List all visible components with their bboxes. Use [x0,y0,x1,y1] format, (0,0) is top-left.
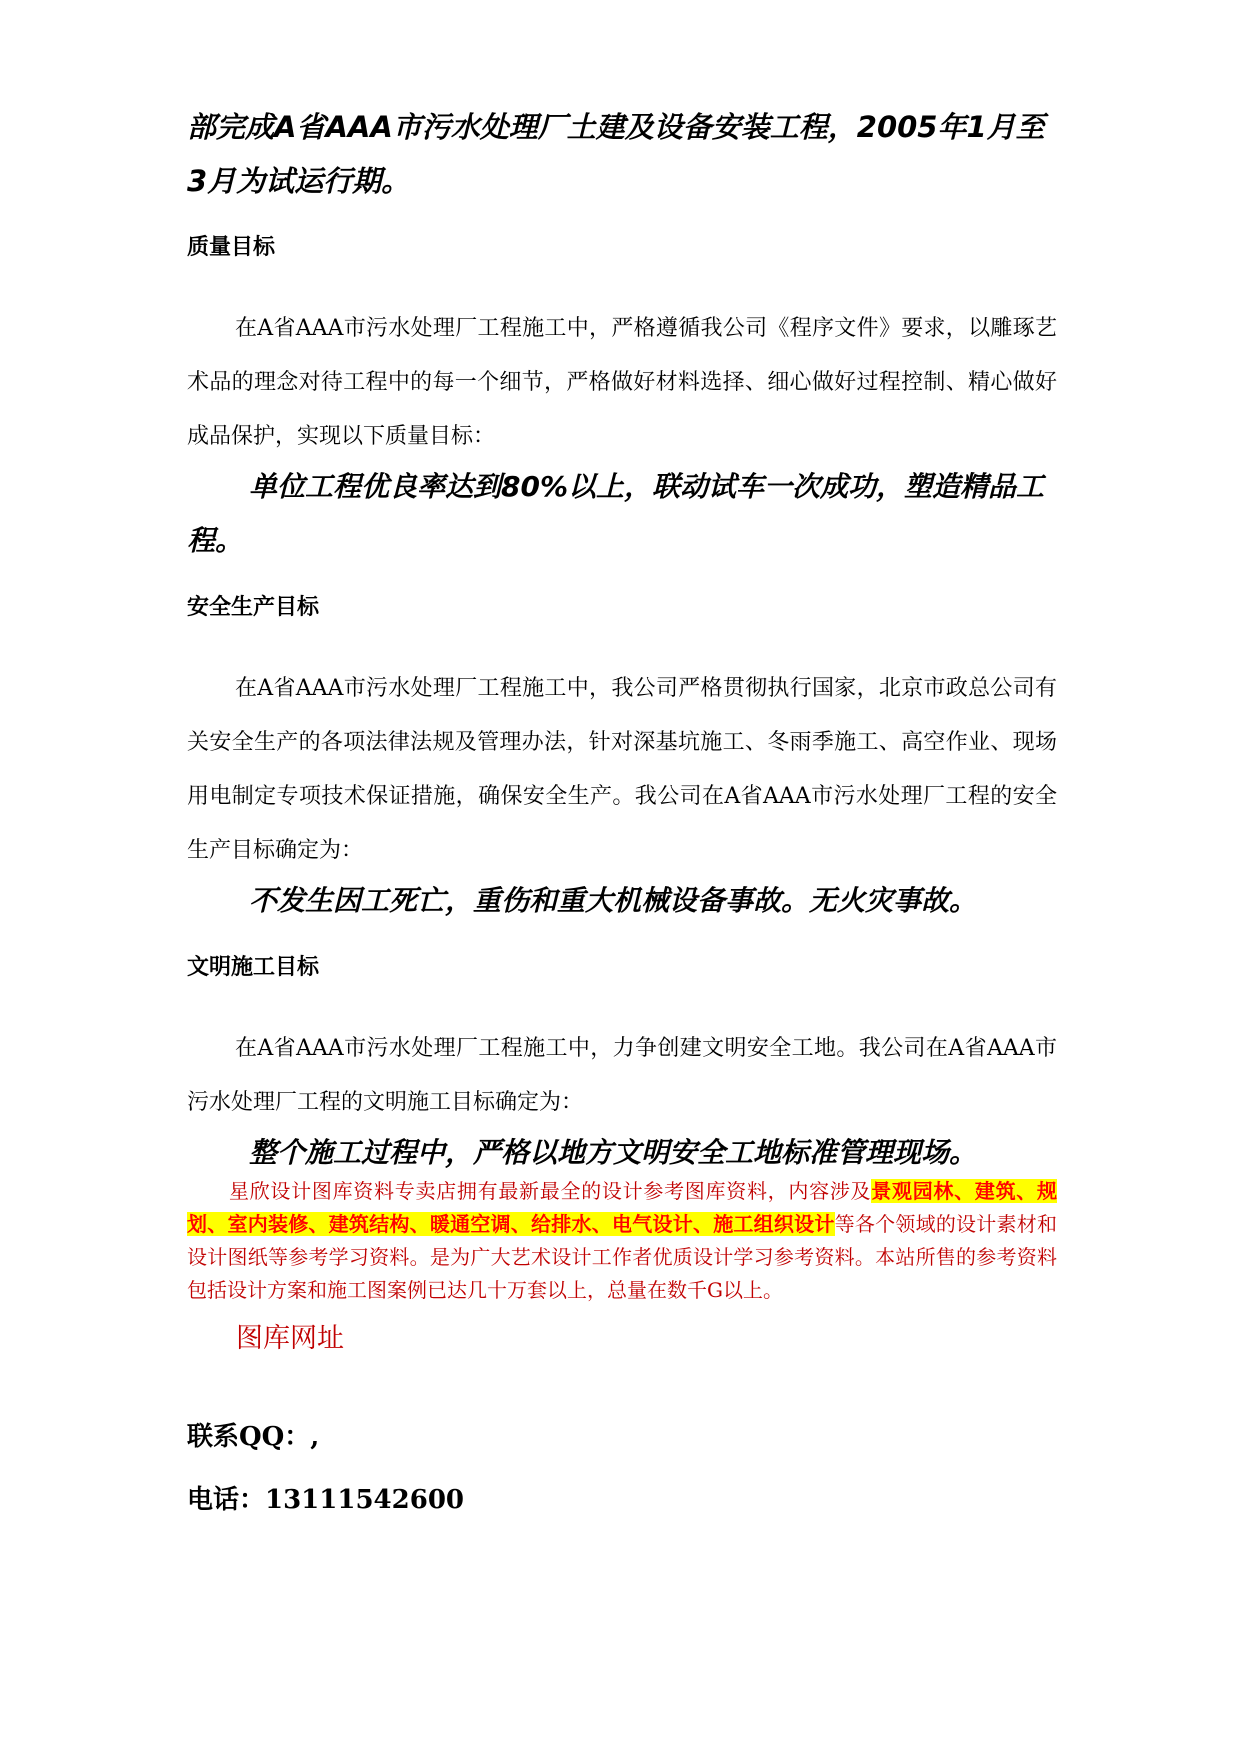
ad-highlight: 景观园林、建筑、规划、室内装修、建筑结构、暖通空调、给排水、电气设计、施工组织设计 [187,1179,1058,1236]
civilized-heading: 文明施工目标 [187,955,320,980]
ad-text-rest: 等各个领域的设计素材和设计图纸等参考学习资料。是为广大艺术设计工作者优质设计学习参考资料。本站所售的参考资料包括设计方案和施工图案例已达几十万套以上，总量在数千G以上。 [187,1212,1058,1302]
quality-heading: 质量目标 [187,235,276,260]
contact-phone: 电话：13111542600 [187,1485,464,1515]
safety-target: 不发生因工死亡，重伤和重大机械设备事故。无火灾事故。 [249,884,978,917]
intro-text: 部完成A省AAA市污水处理厂土建及设备安装工程，2005年1月至3月为试运行期。 [187,110,1045,198]
quality-paragraph: 在A省AAA市污水处理厂工程施工中，严格遵循我公司《程序文件》要求，以雕琢艺术品的理念对待工程中的每一个细节，严格做好材料选择、细心做好过程控制、精心做好成品保护，实现以下质量目标： [187,316,1057,449]
safety-paragraph: 在A省AAA市污水处理厂工程施工中，我公司严格贯彻执行国家，北京市政总公司有关安全生产的各项法律法规及管理办法，针对深基坑施工、冬雨季施工、高空作业、现场用电制定专项技术保证措施，确保安全生产。我公司在A省AAA市污水处理厂工程的安全生产目标确定为： [187,676,1057,863]
ad-paragraph [187,1175,1057,1307]
civilized-target: 整个施工过程中，严格以地方文明安全工地标准管理现场。 [249,1136,978,1169]
civilized-paragraph: 在A省AAA市污水处理厂工程施工中，力争创建文明安全工地。我公司在A省AAA市污水处理厂工程的文明施工目标确定为： [187,1036,1057,1115]
contact-qq: 联系QQ：, [187,1422,320,1452]
gallery-link[interactable]: 图库网址 [236,1323,344,1354]
ad-text-intro: 星欣设计图库资料专卖店拥有最新最全的设计参考图库资料，内容涉及 [229,1179,872,1203]
safety-heading: 安全生产目标 [187,595,320,620]
quality-target: 单位工程优良率达到80%以上，联动试车一次成功，塑造精品工程。 [187,470,1045,557]
